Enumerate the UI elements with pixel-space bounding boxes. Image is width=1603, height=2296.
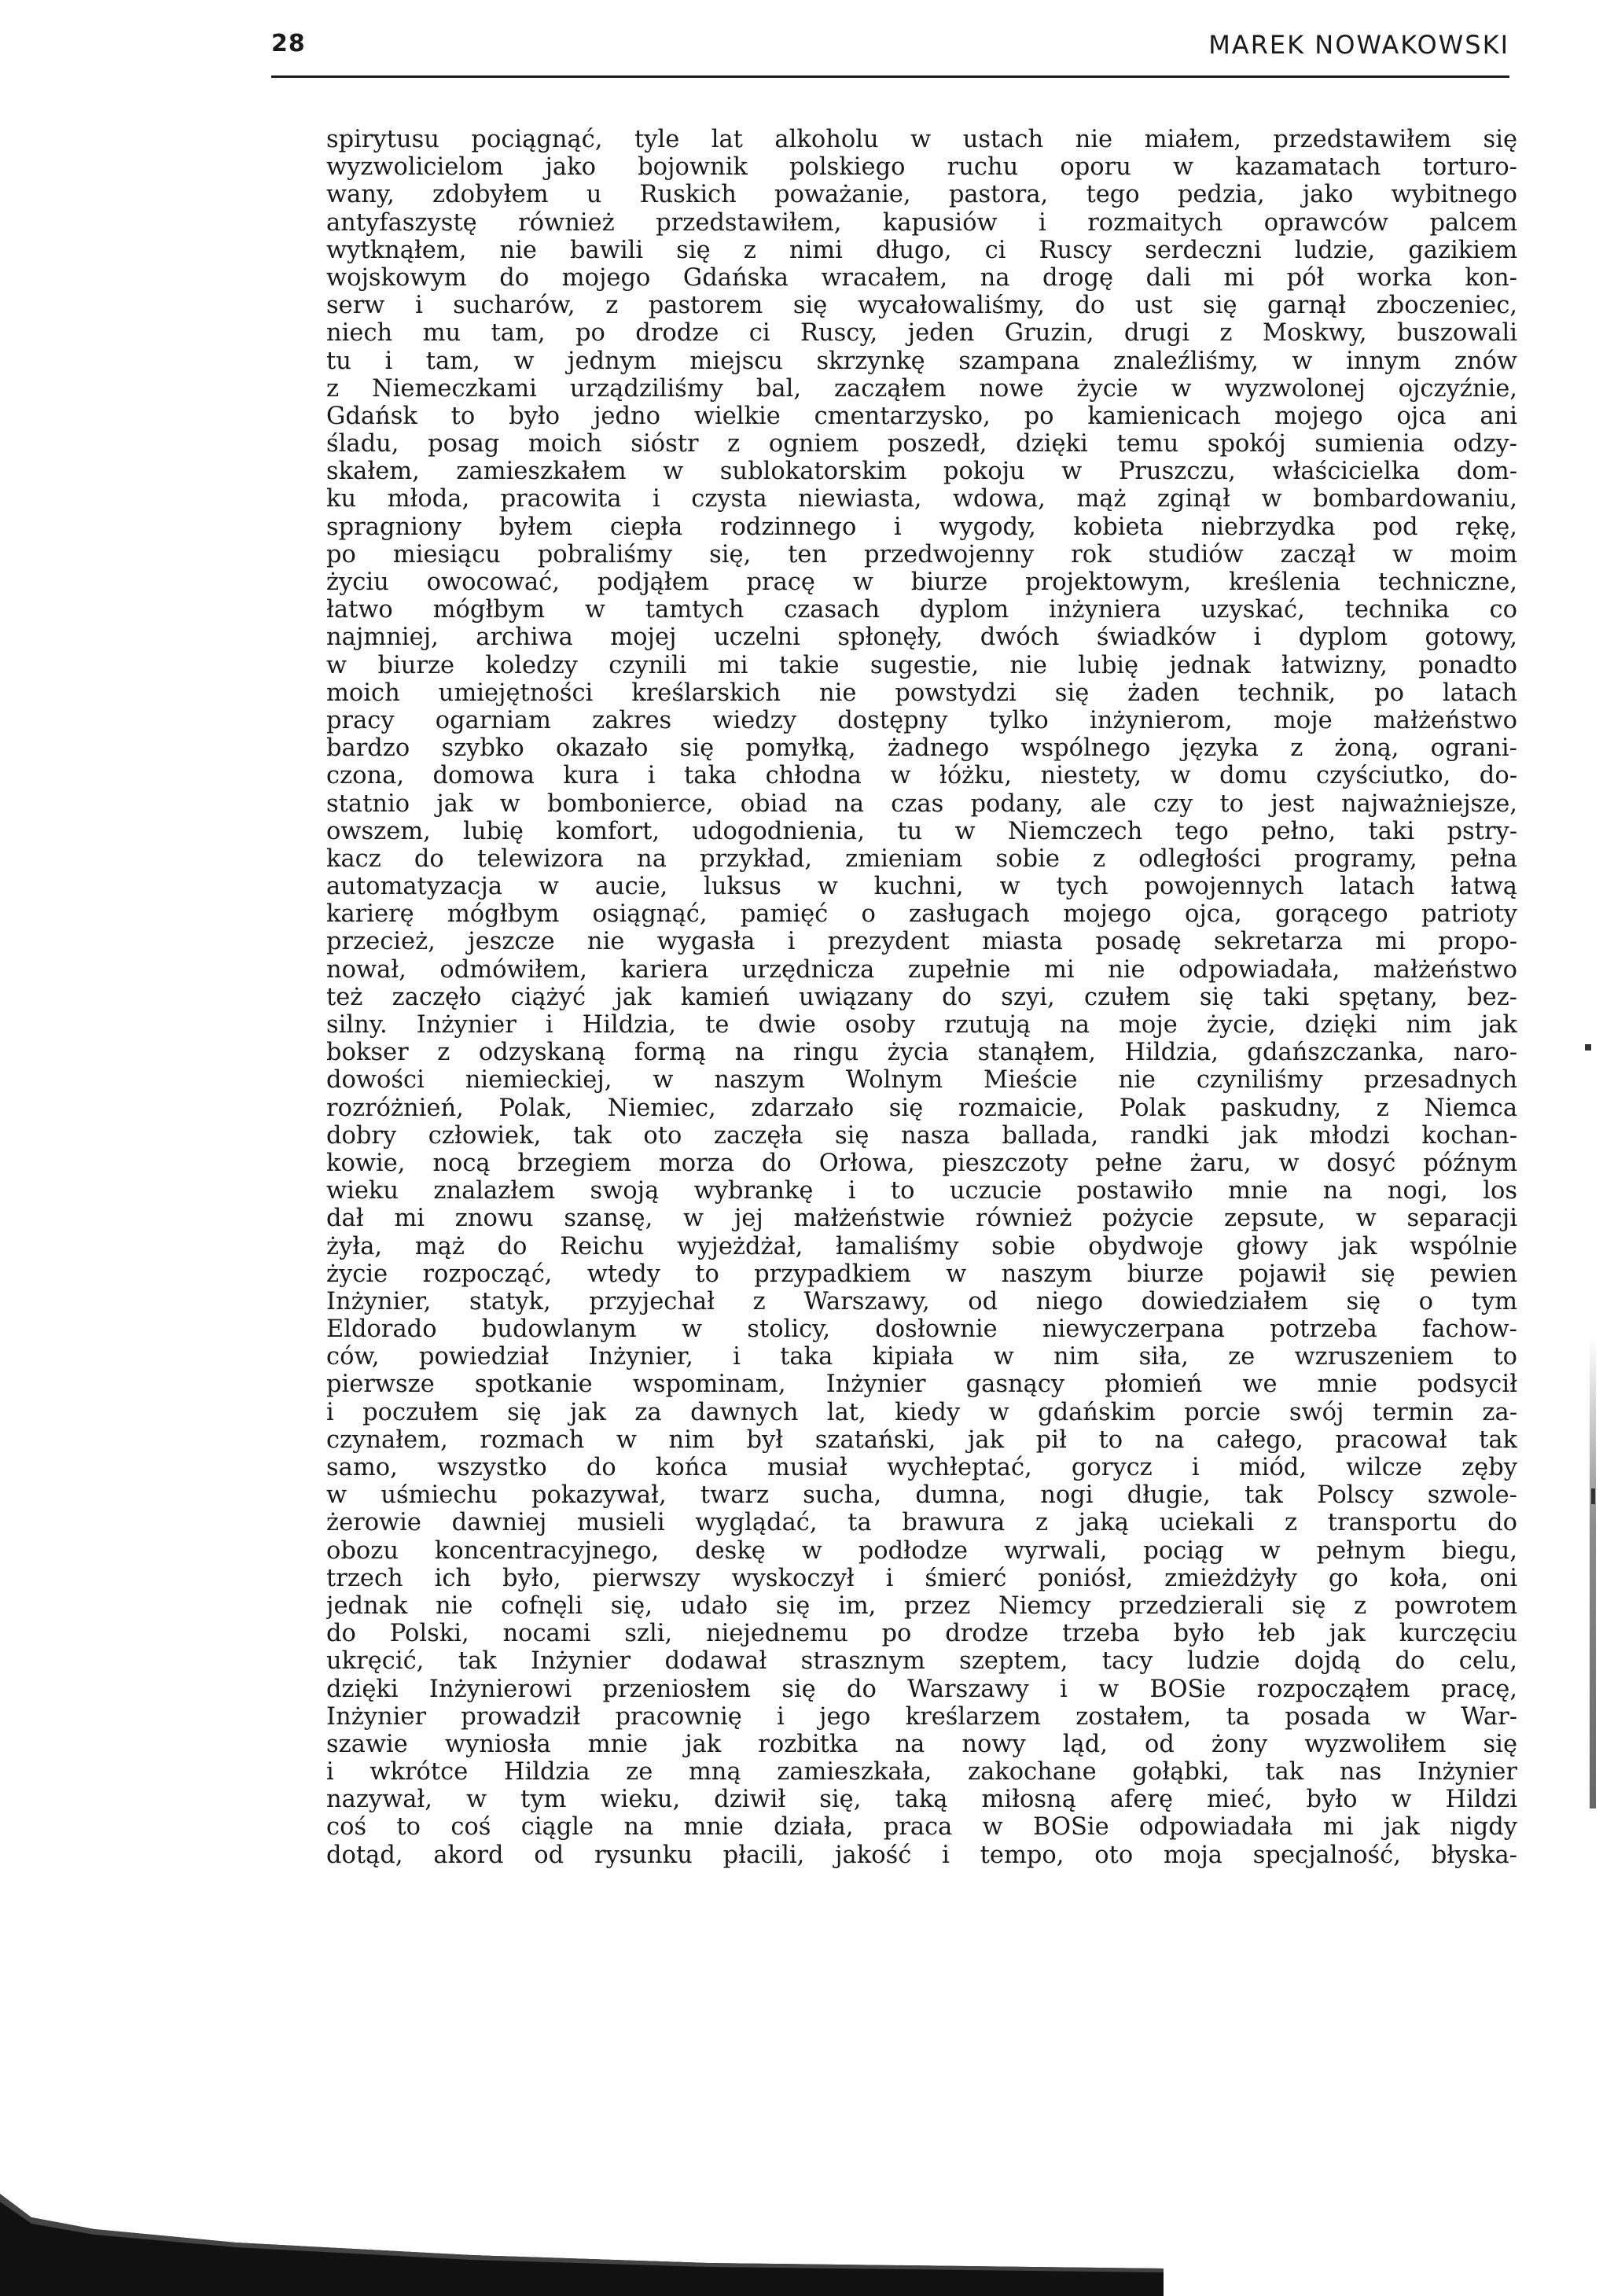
text-line: wytknąłem, nie bawili się z nimi długo, ci Ruscy serdeczni ludzie, gazikiem (326, 236, 1517, 264)
text-line: i wkrótce Hildzia ze mną zamieszkała, zakochane gołąbki, tak nas Inżynier (326, 1758, 1517, 1786)
text-line: skałem, zamieszkałem w sublokatorskim pokoju w Pruszczu, właścicielka dom- (326, 458, 1517, 486)
text-line: szawie wyniosła mnie jak rozbitka na nowy ląd, od żony wyzwoliłem się (326, 1730, 1517, 1758)
text-line: Inżynier prowadził pracownię i jego kreślarzem zostałem, ta posada w War- (326, 1702, 1517, 1731)
text-line: w uśmiechu pokazywał, twarz sucha, dumna, nogi długie, tak Polscy szwole- (326, 1481, 1517, 1510)
header-rule (271, 75, 1509, 78)
text-line: do Polski, nocami szli, niejednemu po drodze trzeba było łeb jak kurczęciu (326, 1620, 1517, 1648)
running-head: MAREK NOWAKOWSKI (1208, 30, 1509, 60)
text-line: łatwo mógłbym w tamtych czasach dyplom inżyniera uzyskać, technika co (326, 596, 1517, 624)
text-line: rozróżnień, Polak, Niemiec, zdarzało się rozmaicie, Polak paskudny, z Niemca (326, 1094, 1517, 1122)
text-line: z Niemeczkami urządziliśmy bal, zacząłem nowe życie w wyzwolonej ojczyźnie, (326, 374, 1517, 403)
text-line: obozu koncentracyjnego, deskę w podłodze wyrwali, pociąg w pełnym biegu, (326, 1536, 1517, 1565)
text-line: antyfaszystę również przedstawiłem, kapusiów i rozmaitych oprawców palcem (326, 208, 1517, 237)
text-line: ców, powiedział Inżynier, i taka kipiała w nim siła, ze wzruszeniem to (326, 1343, 1517, 1371)
text-line: ku młoda, pracowita i czysta niewiasta, wdowa, mąż zginął w bombardowaniu, (326, 485, 1517, 513)
text-line: samo, wszystko do końca musiał wychłeptać, gorycz i miód, wilcze zęby (326, 1454, 1517, 1481)
text-line: czynałem, rozmach w nim był szatański, jak pił to na całego, pracował tak (326, 1426, 1517, 1454)
text-line: nazywał, w tym wieku, dziwił się, taką miłosną aferę mieć, było w Hildzi (326, 1786, 1517, 1814)
text-line: czona, domowa kura i taka chłodna w łóżku, niestety, w domu czyściutko, do- (326, 762, 1517, 790)
text-line: żyła, mąż do Reichu wyjeżdżał, łamaliśmy sobie obydwoje głowy jak wspólnie (326, 1232, 1517, 1260)
text-line: silny. Inżynier i Hildzia, te dwie osoby rzutują na moje życie, dzięki nim jak (326, 1011, 1517, 1039)
text-line: ukręcić, tak Inżynier dodawał strasznym szeptem, tacy ludzie dojdą do celu, (326, 1647, 1517, 1676)
text-line: dał mi znowu szansę, w jej małżeństwie również pożycie zepsute, w separacji (326, 1205, 1517, 1233)
text-line: serw i sucharów, z pastorem się wycałowaliśmy, do ust się garnął zboczeniec, (326, 292, 1517, 320)
scan-edge-artifact (1590, 1337, 1596, 1808)
text-line: w biurze koledzy czynili mi takie sugestie, nie lubię jednak łatwizny, ponadto (326, 651, 1517, 679)
text-line: coś to coś ciągle na mnie działa, praca w BOSie odpowiadała mi jak nigdy (326, 1813, 1517, 1842)
text-line: Eldorado budowlanym w stolicy, dosłownie niewyczerpana potrzeba fachow- (326, 1315, 1517, 1344)
text-line: dowości niemieckiej, w naszym Wolnym Mieście nie czyniliśmy przesadnych (326, 1066, 1517, 1095)
text-line: najmniej, archiwa mojej uczelni spłonęły, dwóch świadków i dyplom gotowy, (326, 624, 1517, 652)
text-line: nował, odmówiłem, kariera urzędnicza zupełnie mi nie odpowiadała, małżeństwo (326, 955, 1517, 984)
text-line: kacz do telewizora na przykład, zmieniam sobie z odległości programy, pełna (326, 844, 1517, 873)
text-line: wany, zdobyłem u Ruskich poważanie, pastora, tego pedzia, jako wybitnego (326, 181, 1517, 209)
text-line: automatyzacja w aucie, luksus w kuchni, w tych powojennych latach łatwą (326, 873, 1517, 901)
text-line: śladu, posag moich sióstr z ogniem poszedł, dzięki temu spokój sumienia odzy- (326, 430, 1517, 458)
text-line: tu i tam, w jednym miejscu skrzynkę szampana znaleźliśmy, w innym znów (326, 347, 1517, 375)
text-line: bardzo szybko okazało się pomyłką, żadnego wspólnego języka z żoną, ograni- (326, 734, 1517, 763)
text-line: Gdańsk to było jedno wielkie cmentarzysko, po kamienicach mojego ojca ani (326, 402, 1517, 430)
text-line: życie rozpocząć, wtedy to przypadkiem w naszym biurze pojawił się pewien (326, 1260, 1517, 1288)
text-line: wieku znalazłem swoją wybrankę i to uczucie postawiło mnie na nogi, los (326, 1177, 1517, 1205)
margin-mark (1585, 1044, 1591, 1050)
text-line: niech mu tam, po drodze ci Ruscy, jeden Gruzin, drugi z Moskwy, buszowali (326, 319, 1517, 348)
margin-mark (1591, 1488, 1595, 1504)
text-line: karierę mógłbym osiągnąć, pamięć o zasługach mojego ojca, gorącego patrioty (326, 900, 1517, 929)
text-line: dotąd, akord od rysunku płacili, jakość i tempo, oto moja specjalność, błyska- (326, 1841, 1517, 1869)
text-line: kowie, nocą brzegiem morza do Orłowa, pieszczoty pełne żaru, w dosyć późnym (326, 1149, 1517, 1177)
text-line: jednak nie cofnęli się, udało się im, przez Niemcy przedzierali się z powrotem (326, 1591, 1517, 1620)
text-line: bokser z odzyskaną formą na ringu życia stanąłem, Hildzia, gdańszczanka, naro- (326, 1039, 1517, 1067)
text-line: pierwsze spotkanie wspominam, Inżynier gasnący płomień we mnie podsycił (326, 1371, 1517, 1399)
text-line: spragniony byłem ciepła rodzinnego i wygody, kobieta niebrzydka pod rękę, (326, 513, 1517, 541)
body-text (326, 126, 1517, 1869)
text-line: Inżynier, statyk, przyjechał z Warszawy, od niego dowiedziałem się o tym (326, 1287, 1517, 1315)
text-line: też zaczęło ciążyć jak kamień uwiązany do szyi, czułem się taki spętany, bez- (326, 983, 1517, 1011)
text-line: spirytusu pociągnąć, tyle lat alkoholu w ustach nie miałem, przedstawiłem się (326, 126, 1517, 153)
text-line: dzięki Inżynierowi przeniosłem się do Warszawy i w BOSie rozpocząłem pracę, (326, 1675, 1517, 1703)
text-line: owszem, lubię komfort, udogodnienia, tu w Niemczech tego pełno, taki pstry- (326, 817, 1517, 845)
text-line: przecież, jeszcze nie wygasła i prezydent miasta posadę sekretarza mi propo- (326, 928, 1517, 956)
page-header (271, 30, 1509, 77)
text-line: moich umiejętności kreślarskich nie powstydzi się żaden technik, po latach (326, 679, 1517, 707)
text-line: dobry człowiek, tak oto zaczęła się nasza ballada, randki jak młodzi kochan- (326, 1121, 1517, 1150)
text-line: statnio jak w bombonierce, obiad na czas podany, ale czy to jest najważniejsze, (326, 789, 1517, 818)
text-line: życiu owocować, podjąłem pracę w biurze projektowym, kreślenia techniczne, (326, 568, 1517, 596)
text-line: żerowie dawniej musieli wyglądać, ta brawura z jaką uciekali z transportu do (326, 1509, 1517, 1537)
text-line: trzech ich było, pierwszy wyskoczył i śmierć poniósł, zmieżdżyły go koła, oni (326, 1564, 1517, 1592)
page-number: 28 (271, 30, 306, 57)
text-line: i poczułem się jak za dawnych lat, kiedy w gdańskim porcie swój termin za- (326, 1398, 1517, 1426)
text-line: wojskowym do mojego Gdańska wracałem, na drogę dali mi pół worka kon- (326, 263, 1517, 292)
text-line: wyzwolicielom jako bojownik polskiego ruchu oporu w kazamatach torturo- (326, 153, 1517, 182)
text-line: pracy ogarniam zakres wiedzy dostępny tylko inżynierom, moje małżeństwo (326, 706, 1517, 734)
scan-shadow-artifact (0, 2194, 1164, 2296)
text-line: po miesiącu pobraliśmy się, ten przedwojenny rok studiów zaczął w moim (326, 540, 1517, 568)
